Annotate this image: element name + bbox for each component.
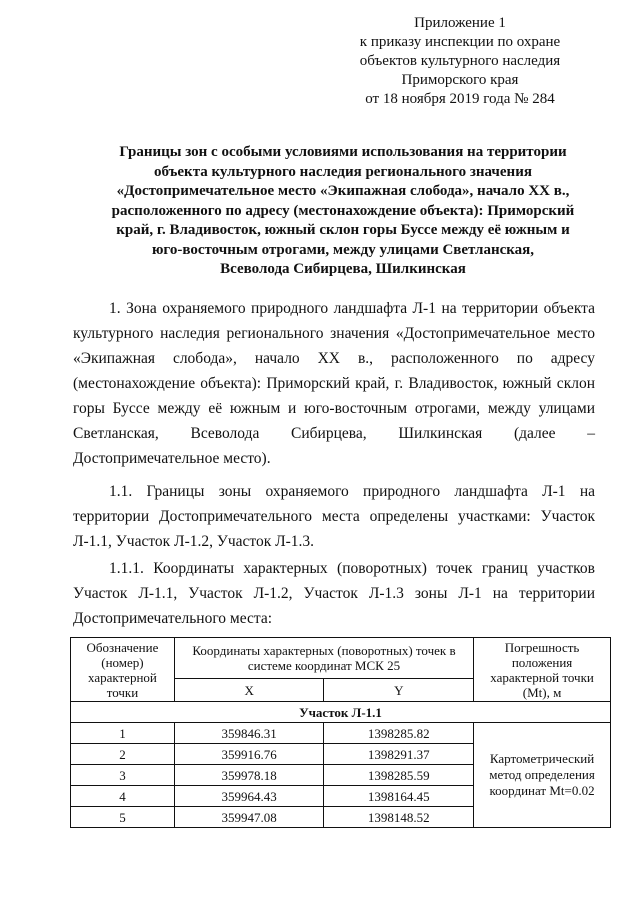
title-line: край, г. Владивосток, южный склон горы Буссе между её южным и — [116, 222, 570, 238]
header-coords-cell: Координаты характерных (поворотных) точек в системе координат МСК 25 — [174, 638, 473, 679]
coord-y: 1398148.52 — [324, 807, 474, 828]
appendix-line: Приморского края — [401, 72, 519, 88]
appendix-line: Приложение 1 — [414, 15, 506, 31]
table-header-row — [71, 638, 611, 679]
coord-y: 1398285.82 — [324, 723, 474, 744]
title-line: объекта культурного наследия регионального значения — [154, 163, 532, 180]
appendix-line: к приказу инспекции по охране — [359, 34, 561, 50]
header-y-cell: Y — [324, 679, 474, 702]
coord-y: 1398285.59 — [324, 765, 474, 786]
coordinates-table — [70, 637, 611, 828]
appendix-header — [340, 14, 580, 109]
paragraph-text: 1.1. Границы зоны охраняемого природного ландшафта Л-1 на территории Достопримечательного места определены участками: Участок Л-1.1, Участок Л-1.2, Участок Л-1.3. — [73, 483, 595, 550]
paragraph-1-1 — [73, 479, 595, 554]
title-line: расположенного по адресу (местонахождение объекта): Приморский — [111, 202, 575, 219]
title-line: юго-восточным отрогами, между улицами Светланская, — [151, 241, 535, 258]
paragraph-1-1-1 — [73, 556, 595, 631]
method-cell: Картометрический метод определения координат Mt=0.02 — [474, 723, 611, 828]
document-title — [88, 143, 598, 280]
header-point-cell: Обозначение (номер) характерной точки — [71, 638, 175, 702]
coord-y: 1398291.37 — [324, 744, 474, 765]
paragraph-text: 1.1.1. Координаты характерных (поворотных) точек границ участков Участок Л-1.1, Участок Л-1.2, Участок Л-1.3 зоны Л-1 на территории Достопримечательного места: — [73, 560, 595, 627]
point-number: 5 — [71, 807, 175, 828]
coord-x: 359964.43 — [174, 786, 324, 807]
point-number: 3 — [71, 765, 175, 786]
coord-x: 359978.18 — [174, 765, 324, 786]
coord-x: 359846.31 — [174, 723, 324, 744]
table-row — [71, 723, 611, 744]
section-title: Участок Л-1.1 — [71, 702, 611, 723]
section-row — [71, 702, 611, 723]
paragraph-1 — [73, 296, 595, 471]
title-line: Всеволода Сибирцева, Шилкинская — [220, 261, 466, 277]
coord-x: 359916.76 — [174, 744, 324, 765]
point-number: 2 — [71, 744, 175, 765]
header-accuracy-cell: Погрешность положения характерной точки (Mt), м — [474, 638, 611, 702]
appendix-line: объектов культурного наследия — [359, 53, 561, 69]
title-line: Границы зон с особыми условиями использования на территории — [119, 144, 567, 160]
paragraph-text: 1. Зона охраняемого природного ландшафта Л-1 на территории объекта культурного наследия регионального значения «Достопримечательное место «Экипажная слобода», начало XX в., расположенного по адресу (местонахождение объекта): Приморский край, г. Владивосток, южный склон горы Буссе между её южным и юго-восточным отрогами, между улицами Светланская, Всеволода Сибирцева, Шилкинская (далее – Достопримечательное место). — [73, 300, 595, 467]
point-number: 1 — [71, 723, 175, 744]
point-number: 4 — [71, 786, 175, 807]
coord-y: 1398164.45 — [324, 786, 474, 807]
title-line: «Достопримечательное место «Экипажная слобода», начало XX в., — [116, 183, 570, 199]
header-x-cell: X — [174, 679, 324, 702]
coord-x: 359947.08 — [174, 807, 324, 828]
appendix-line: от 18 ноября 2019 года № 284 — [365, 91, 555, 107]
